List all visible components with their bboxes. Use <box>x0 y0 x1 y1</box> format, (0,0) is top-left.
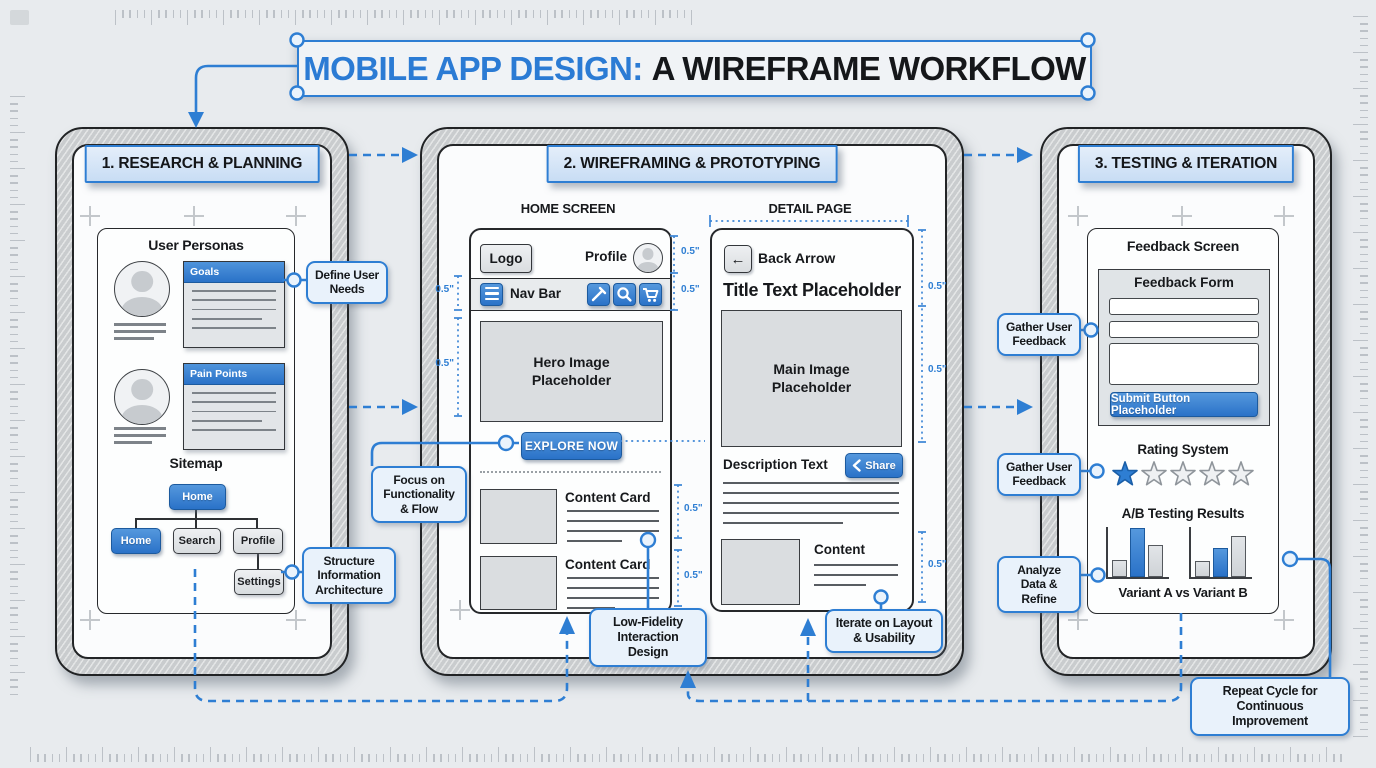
ab-test-bar-charts <box>1106 527 1266 579</box>
bar <box>1112 560 1127 577</box>
dimension-label: 0.5" <box>928 559 947 570</box>
bar <box>1130 528 1145 577</box>
bar <box>1231 536 1246 577</box>
content-card-image-1 <box>480 489 557 544</box>
section-divider <box>480 471 661 473</box>
sitemap-node-profile[interactable]: Profile <box>233 528 283 554</box>
share-button-label: Share <box>865 459 896 472</box>
home-screen-label: HOME SCREEN <box>520 201 616 216</box>
tools-icon[interactable] <box>587 283 610 306</box>
star-filled-icon[interactable] <box>1111 460 1139 487</box>
callout-analyze-data-refine: Analyze Data & Refine <box>997 556 1081 613</box>
star-empty-icon[interactable] <box>1198 460 1226 487</box>
detail-title-placeholder: Title Text Placeholder <box>723 280 901 300</box>
main-image-placeholder <box>721 310 902 447</box>
callout-define-user-needs: Define User Needs <box>306 261 388 304</box>
crop-mark <box>1068 206 1088 226</box>
submit-button[interactable]: Submit Button Placeholder <box>1110 392 1258 417</box>
ab-testing-title: A/B Testing Results <box>1121 506 1245 521</box>
search-icon[interactable] <box>613 283 636 306</box>
callout-repeat-cycle: Repeat Cycle for Continuous Improvement <box>1190 677 1350 736</box>
tree-line <box>256 518 258 528</box>
dimension-label: 0.5" <box>928 281 947 292</box>
text-lines <box>114 323 166 344</box>
sitemap-node-home-root[interactable]: Home <box>169 484 226 510</box>
text-lines <box>723 482 899 532</box>
ab-chart-variant-a <box>1106 527 1170 579</box>
phase-header-wireframing: 2. WIREFRAMING & PROTOTYPING <box>547 145 838 183</box>
rating-system-title: Rating System <box>1137 442 1229 457</box>
page-title-rest: A WIREFRAME WORKFLOW <box>651 49 1086 87</box>
back-arrow-icon[interactable]: ← <box>724 245 752 273</box>
dimension-label: 0.5" <box>681 284 700 295</box>
sitemap-node-settings[interactable]: Settings <box>234 569 284 595</box>
content-card-title-2: Content Card <box>565 557 651 572</box>
form-input-2[interactable] <box>1109 321 1259 338</box>
star-empty-icon[interactable] <box>1227 460 1255 487</box>
callout-low-fidelity-interaction-design: Low-Fidelity Interaction Design <box>589 608 707 667</box>
feedback-screen-card <box>1087 228 1279 614</box>
bar <box>1148 545 1163 577</box>
crop-mark <box>1274 610 1294 630</box>
user-personas-title: User Personas <box>148 237 244 253</box>
share-icon <box>852 459 861 472</box>
star-empty-icon[interactable] <box>1169 460 1197 487</box>
crop-mark <box>184 206 204 226</box>
persona-avatar-2 <box>114 369 170 425</box>
text-lines <box>184 385 284 431</box>
painpoints-card-header: Pain Points <box>184 364 284 385</box>
bar <box>1213 548 1228 577</box>
callout-gather-user-feedback-2: Gather User Feedback <box>997 453 1081 496</box>
content-card-title-1: Content Card <box>565 490 651 505</box>
form-textarea[interactable] <box>1109 343 1259 385</box>
page-title <box>297 40 1092 97</box>
crop-mark <box>80 206 100 226</box>
tree-line <box>135 518 137 528</box>
content-label: Content <box>814 542 865 557</box>
crop-mark <box>1172 206 1192 226</box>
personas-sitemap-card <box>97 228 295 614</box>
ab-variants-caption: Variant A vs Variant B <box>1118 585 1248 600</box>
sitemap-node-home[interactable]: Home <box>111 528 161 554</box>
form-input-1[interactable] <box>1109 298 1259 315</box>
nav-bar-label: Nav Bar <box>510 286 562 301</box>
sitemap-title: Sitemap <box>169 455 223 471</box>
detail-page-label: DETAIL PAGE <box>768 201 852 216</box>
crop-mark <box>450 600 470 620</box>
callout-structure-information-architecture: Structure Information Architecture <box>302 547 396 604</box>
sitemap-node-search[interactable]: Search <box>173 528 221 554</box>
phase-header-testing: 3. TESTING & ITERATION <box>1078 145 1294 183</box>
bar <box>1195 561 1210 577</box>
feedback-screen-title: Feedback Screen <box>1126 238 1240 254</box>
text-lines <box>184 283 284 329</box>
star-empty-icon[interactable] <box>1140 460 1168 487</box>
explore-now-button[interactable]: EXPLORE NOW <box>521 432 622 460</box>
nav-bar <box>471 278 670 311</box>
goals-card-header: Goals <box>184 262 284 283</box>
hero-image-label: Hero Image Placeholder <box>531 354 612 388</box>
description-text-label: Description Text <box>723 457 828 472</box>
phase-header-research: 1. RESEARCH & PLANNING <box>85 145 320 183</box>
home-screen-wireframe <box>469 228 672 614</box>
dimension-label: 0.5" <box>684 570 703 581</box>
dimension-label: 0.5" <box>684 503 703 514</box>
crop-mark <box>286 206 306 226</box>
callout-iterate-layout-usability: Iterate on Layout & Usability <box>825 609 943 653</box>
detail-page-wireframe <box>710 228 914 612</box>
text-lines <box>114 427 166 448</box>
title-connector <box>188 66 297 128</box>
persona-avatar-1 <box>114 261 170 317</box>
logo-button[interactable]: Logo <box>480 244 532 273</box>
crop-mark <box>80 610 100 630</box>
dimension-label: 0.5" <box>435 358 454 369</box>
ruler-corner-box <box>10 10 29 25</box>
text-lines <box>814 564 898 594</box>
tree-line <box>195 518 197 528</box>
content-card-image-2 <box>480 556 557 610</box>
content-image-placeholder <box>721 539 800 605</box>
ab-chart-variant-b <box>1189 527 1253 579</box>
main-image-label: Main Image Placeholder <box>771 361 852 395</box>
hamburger-menu-icon[interactable] <box>480 283 503 306</box>
back-arrow-label: Back Arrow <box>758 250 836 266</box>
dimension-label: 0.5" <box>681 246 700 257</box>
cart-icon[interactable] <box>639 283 662 306</box>
page-title-highlight: MOBILE APP DESIGN: <box>303 49 643 87</box>
persona-goals-card <box>183 261 285 348</box>
callout-gather-user-feedback-1: Gather User Feedback <box>997 313 1081 356</box>
tree-line <box>257 552 259 569</box>
profile-label: Profile <box>584 249 627 264</box>
hero-image-placeholder <box>480 321 663 422</box>
persona-painpoints-card <box>183 363 285 450</box>
profile-avatar[interactable] <box>633 243 663 273</box>
crop-mark <box>1274 206 1294 226</box>
text-lines <box>567 510 659 550</box>
share-button[interactable] <box>845 453 903 478</box>
callout-focus-functionality-flow: Focus on Functionality & Flow <box>371 466 467 523</box>
rating-stars[interactable] <box>1111 460 1255 487</box>
feedback-form <box>1098 269 1270 426</box>
feedback-form-title: Feedback Form <box>1134 275 1234 290</box>
dimension-label: 0.5" <box>435 284 454 295</box>
dimension-label: 0.5" <box>928 364 947 375</box>
